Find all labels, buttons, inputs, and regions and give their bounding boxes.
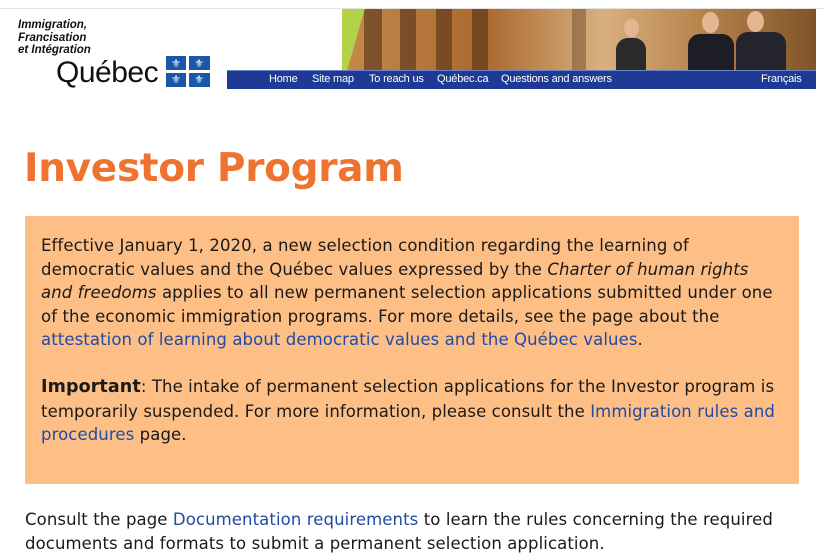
notice-text: . (637, 330, 643, 349)
body-text: Consult the page (25, 510, 173, 529)
important-label: Important (41, 377, 141, 397)
page-title: Investor Program (24, 146, 404, 191)
nav-to-reach-us[interactable]: To reach us (369, 73, 424, 85)
notice-text: : The intake of permanent selection applications for the Investor program is temporarily suspended. For more information, please consult the (41, 377, 775, 421)
site-header (0, 0, 824, 92)
nav-quebec-ca[interactable]: Québec.ca (437, 73, 489, 85)
notice-text: page. (134, 425, 187, 444)
attestation-values-link[interactable]: attestation of learning about democratic values and the Québec values (41, 330, 638, 349)
header-photo-banner (342, 9, 816, 70)
top-navigation (227, 70, 816, 89)
nav-language-francais[interactable]: Français (761, 73, 802, 85)
notice-paragraph-important (41, 375, 783, 447)
notice-box (25, 216, 799, 484)
ministry-line: Immigration, (18, 19, 88, 31)
fleur-de-lis-flag-icon: ⚜ ⚜ ⚜ ⚜ (166, 56, 210, 87)
nav-home[interactable]: Home (269, 73, 298, 85)
top-rule (0, 0, 824, 9)
notice-text: Effective January 1, 2020, a new selection condition regarding the learning of democratic values and the Québec values expressed by the (41, 236, 689, 279)
nav-site-map[interactable]: Site map (312, 73, 354, 85)
ministry-name (18, 19, 178, 57)
body-text: to learn the rules concerning the required documents and formats to submit a permanent selection application. (25, 510, 773, 553)
nav-questions-answers[interactable]: Questions and answers (501, 73, 612, 85)
ministry-line: Francisation (18, 31, 87, 44)
notice-text: applies to all new permanent selection applications submitted under one of the economic immigration programs. For more details, see the page about the (41, 283, 773, 326)
quebec-wordmark[interactable]: Québec (56, 56, 159, 89)
notice-paragraph-values (41, 234, 783, 352)
ministry-line: et Intégration (18, 44, 91, 56)
charter-title: Charter of human rights and freedoms (41, 259, 749, 302)
documentation-paragraph (25, 508, 815, 555)
immigration-rules-link[interactable]: Immigration rules and procedures (41, 401, 775, 444)
documentation-requirements-link[interactable]: Documentation requirements (172, 510, 419, 529)
